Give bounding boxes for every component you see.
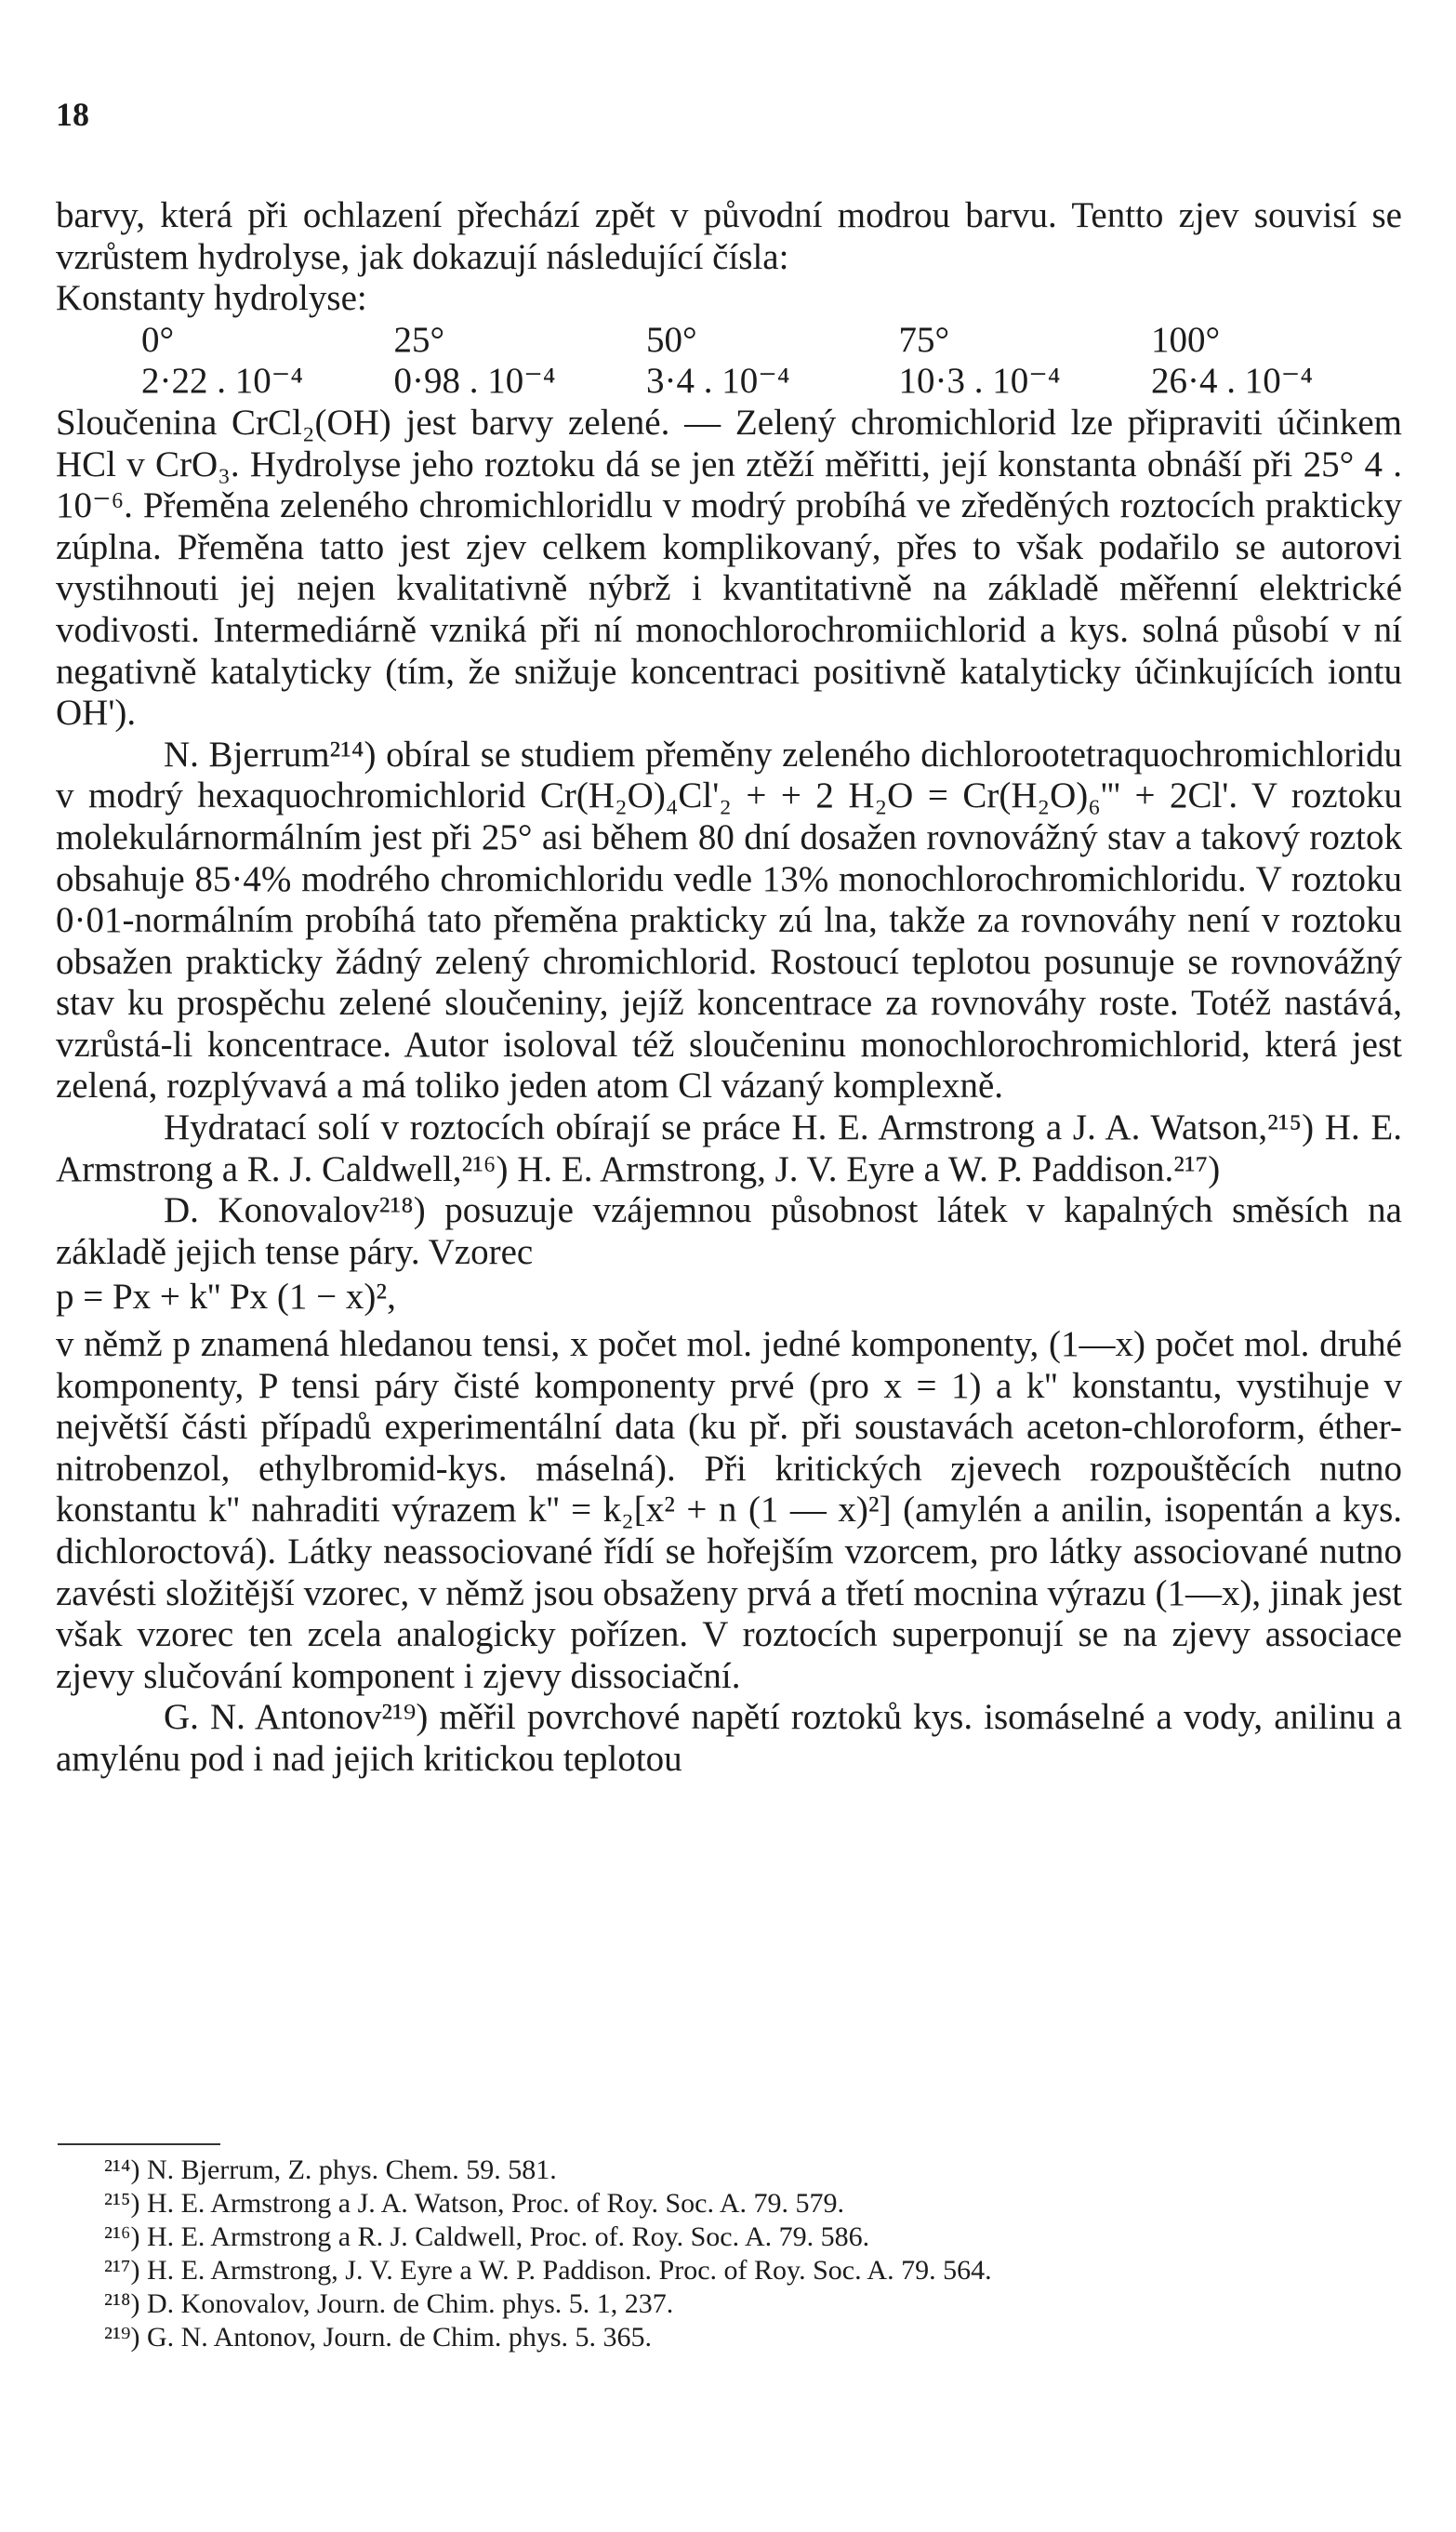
temperature-cell: 25° — [393, 319, 445, 360]
paragraph-hydratace: Hydratací solí v roztocích obírají se práce H. E. Armstrong a J. A. Watson,²¹⁵) H. E. Armstrong a R. J. Caldwell,²¹⁶) H. E. Armstrong, J. V. Eyre a W. P. Paddison.²¹⁷) — [56, 1107, 1402, 1189]
constant-cell: 3·4 . 10⁻⁴ — [646, 361, 790, 402]
footnote: ²¹⁴) N. Bjerrum, Z. phys. Chem. 59. 581. — [104, 2154, 557, 2185]
paragraph-antonov: G. N. Antonov²¹⁹) měřil povrchové napětí roztoků kys. isomáselné a vody, anilinu a amylénu pod i nad jejich kritickou teplotou — [56, 1697, 1402, 1779]
paragraph-vnemz: v němž p znamená hledanou tensi, x počet mol. jedné komponenty, (1—x) počet mol. druhé komponenty, P tensi páry čisté komponenty prvé (pro x = 1) a k'' konstantu, vystihuje v největší části případů experimentální data (ku př. při soustavách aceton-chloroform, éther-nitrobenzol, ethylbromid-kys. máselná). Při kritických zjevech rozpouštěcích nutno konstantu k'' nahraditi výrazem k'' = k₂[x² + n (1 — x)²] (amylén a anilin, isopentán a kys. dichloroctová). Látky neassociované řídí se hořejším vzorcem, pro látky associované nutno zavésti složitější vzorec, v němž jsou obsaženy prvá a třetí mocnina výrazu (1—x), jinak jest však vzorec ten zcela analogicky pořízen. V roztocích superponují se na zjevy associace zjevy slučování komponent i zjevy dissociační. — [56, 1324, 1402, 1696]
footnote: ²¹⁸) D. Konovalov, Journ. de Chim. phys. 5. 1, 237. — [104, 2288, 674, 2319]
footnote-divider — [58, 2143, 220, 2145]
main-text — [56, 195, 1402, 1781]
constant-cell: 26·4 . 10⁻⁴ — [1151, 361, 1313, 402]
constant-cell: 0·98 . 10⁻⁴ — [393, 361, 556, 402]
constant-row — [56, 361, 1402, 403]
paragraph-bjerrum: N. Bjerrum²¹⁴) obíral se studiem přeměny zeleného dichlorootetraquochromichloridu v modrý hexaquochromichlorid Cr(H₂O)₄Cl'₂ + + 2 H₂O = Cr(H₂O)₆''' + 2Cl'. V roztoku molekulárnormálním jest při 25° asi během 80 dní dosažen rovnovážný stav a takový roztok obsahuje 85·4% modrého chromichloridu vedle 13% monochlorochromichloridu. V roztoku 0·01-normálním probíhá tato přeměna prakticky zú lna, takže za rovnováhy není v roztoku obsažen prakticky žádný zelený chromichlorid. Rostoucí teplotou posunuje se rovnovážný stav ku prospěchu zelené sloučeniny, jejíž koncentrace za rovnováhy roste. Totéž nastává, vzrůstá-li koncentrace. Autor isoloval též sloučeninu monochlorochromichlorid, která jest zelená, rozplývavá a má toliko jeden atom Cl vázaný komplexně. — [56, 734, 1402, 1107]
footnote: ²¹⁵) H. E. Armstrong a J. A. Watson, Proc. of Roy. Soc. A. 79. 579. — [104, 2188, 845, 2219]
temperature-cell: 0° — [141, 319, 175, 360]
temperature-row — [56, 320, 1402, 362]
footnotes — [58, 2154, 1402, 2354]
temperature-cell: 100° — [1151, 319, 1221, 360]
paragraph-konovalov: D. Konovalov²¹⁸) posuzuje vzájemnou působnost látek v kapalných směsích na základě jejich tense páry. Vzorec — [56, 1190, 1402, 1272]
paragraph-intro: barvy, která při ochlazení přechází zpět v původní modrou barvu. Tentto zjev souvisí se vzrůstem hydrolyse, jak dokazují následující čísla: — [56, 195, 1402, 277]
constant-cell: 2·22 . 10⁻⁴ — [141, 361, 303, 402]
konstanty-label: Konstanty hydrolyse: — [56, 278, 367, 319]
paragraph-crcl2: Sloučenina CrCl₂(OH) jest barvy zelené. — Zelený chromichlorid lze připraviti účinkem HCl v CrO₃. Hydrolyse jeho roztoku dá se jen ztěží měřitti, její konstanta obnáší při 25° 4 . 10⁻⁶. Přeměna zeleného chromichloridlu v modrý probíhá ve zředěných roztocích prakticky zúplna. Přeměna tatto jest zjev celkem komplikovaný, přes to však podařilo se autorovi vystihnouti jej nejen kvalitativně nýbrž i kvantitativně na základě měřenní elektrické vodivosti. Intermediárně vzniká při ní monochlorochromiichlorid a kys. solná působí v ní negativně katalyticky (tím, že snižuje koncentraci positivně katalyticky účinkujících iontu OH'). — [56, 402, 1402, 734]
page-number: 18 — [56, 96, 89, 133]
constant-cell: 10·3 . 10⁻⁴ — [898, 361, 1061, 402]
footnote: ²¹⁷) H. E. Armstrong, J. V. Eyre a W. P. Paddison. Proc. of Roy. Soc. A. 79. 564. — [104, 2255, 992, 2286]
footnote: ²¹⁹) G. N. Antonov, Journ. de Chim. phys. 5. 365. — [104, 2322, 652, 2353]
temperature-cell: 50° — [646, 319, 697, 360]
formula: p = Px + k'' Px (1 − x)², — [56, 1277, 396, 1318]
footnote: ²¹⁶) H. E. Armstrong a R. J. Caldwell, Proc. of. Roy. Soc. A. 79. 586. — [104, 2221, 870, 2252]
temperature-cell: 75° — [898, 319, 950, 360]
